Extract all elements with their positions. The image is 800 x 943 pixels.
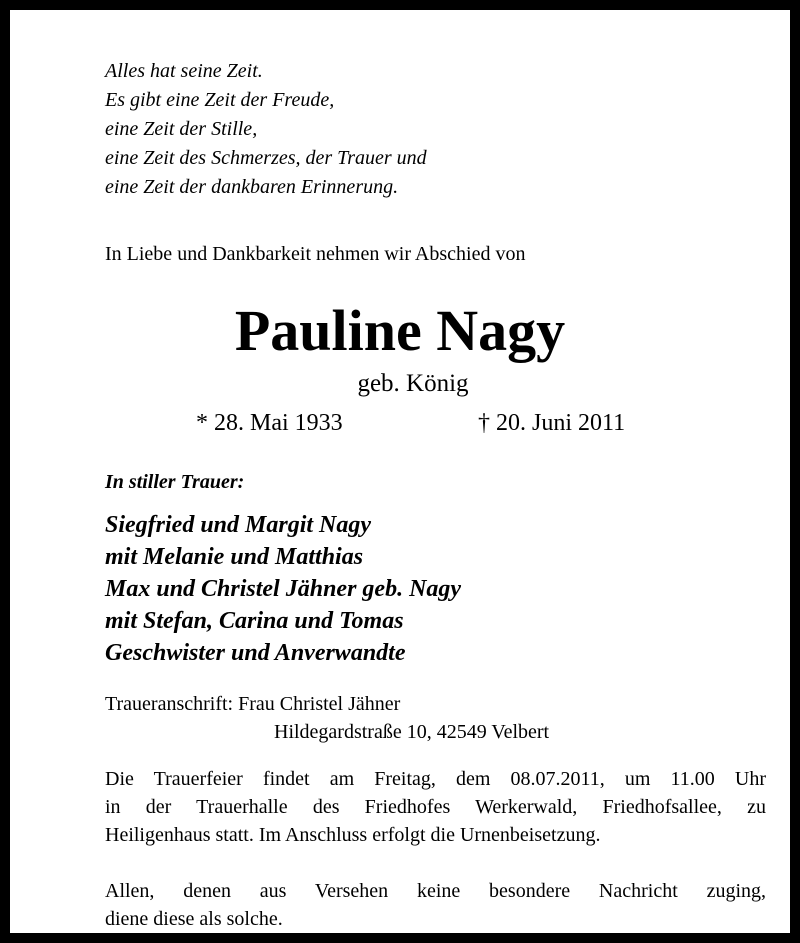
- mourner-line: mit Stefan, Carina und Tomas: [105, 608, 404, 634]
- ceremony-line: Heiligenhaus statt. Im Anschluss erfolgt die Urnenbeisetzung.: [105, 824, 601, 846]
- mourner-line: Max und Christel Jähner geb. Nagy: [105, 576, 462, 602]
- ceremony-line: Die Trauerfeier findet am Freitag, dem 08.07.2011, um 11.00 Uhr: [105, 768, 766, 790]
- notice-paragraph: [105, 877, 766, 933]
- mourners-list: [105, 509, 461, 669]
- poem: [105, 57, 427, 202]
- death-date: † 20. Juni 2011: [478, 410, 626, 436]
- poem-line: Alles hat seine Zeit.: [105, 60, 263, 82]
- deceased-name: Pauline Nagy: [234, 298, 566, 363]
- mourning-address: [105, 690, 785, 746]
- poem-line: eine Zeit der dankbaren Erinnerung.: [105, 176, 399, 198]
- farewell-intro: In Liebe und Dankbarkeit nehmen wir Abschied von: [105, 243, 526, 265]
- address-street-line: Hildegardstraße 10, 42549 Velbert: [274, 721, 550, 743]
- birth-date: * 28. Mai 1933: [196, 410, 343, 436]
- mourning-label: In stiller Trauer:: [105, 471, 245, 493]
- mourner-line: mit Melanie und Matthias: [105, 544, 364, 570]
- mourner-line: Siegfried und Margit Nagy: [105, 512, 372, 538]
- notice-line: Allen, denen aus Versehen keine besondere Nachricht zuging,: [105, 880, 766, 902]
- notice-line: diene diese als solche.: [105, 908, 283, 930]
- ceremony-line: in der Trauerhalle des Friedhofes Werkerwald, Friedhofsallee, zu: [105, 796, 766, 818]
- poem-line: Es gibt eine Zeit der Freude,: [105, 89, 335, 111]
- poem-line: eine Zeit des Schmerzes, der Trauer und: [105, 147, 427, 169]
- mourner-line: Geschwister und Anverwandte: [105, 640, 406, 666]
- maiden-name: geb. König: [357, 370, 469, 397]
- poem-line: eine Zeit der Stille,: [105, 118, 258, 140]
- address-label-line: Traueranschrift: Frau Christel Jähner: [105, 693, 401, 715]
- ceremony-paragraph: [105, 765, 766, 849]
